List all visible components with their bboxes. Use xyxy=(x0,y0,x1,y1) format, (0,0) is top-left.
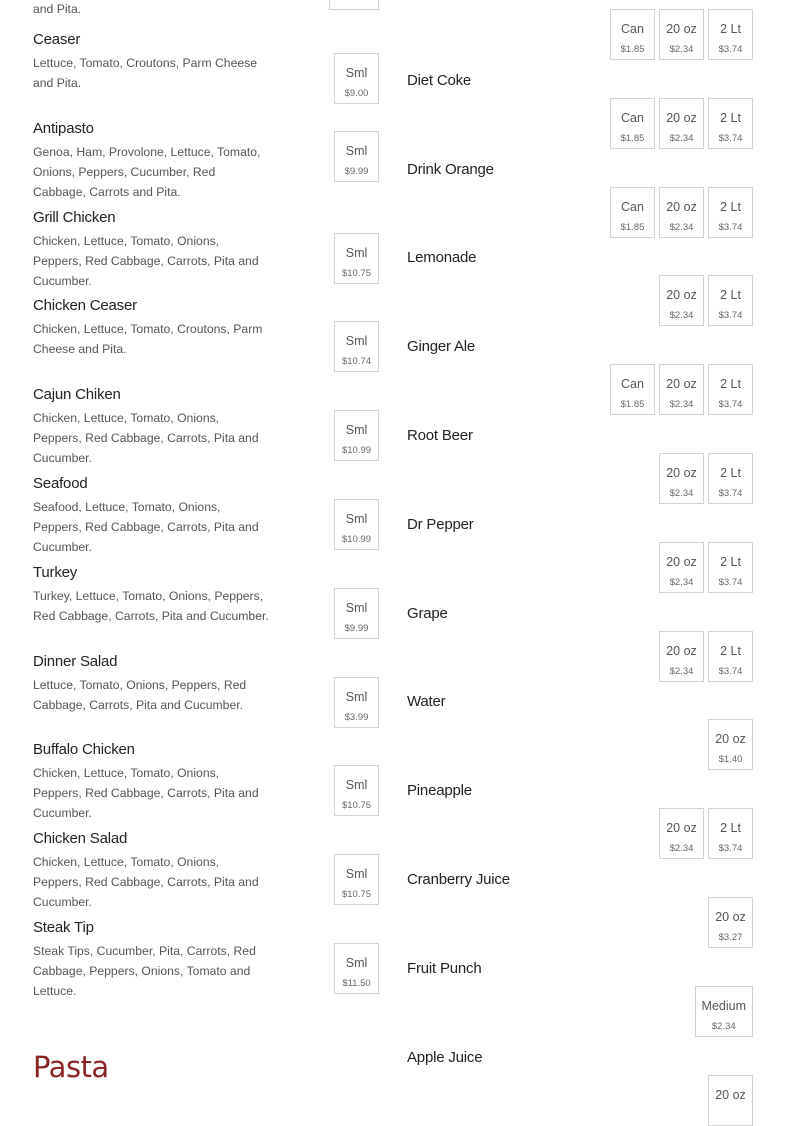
menu-item xyxy=(33,296,379,368)
drink-name: Ginger Ale xyxy=(407,338,476,356)
size-label: 2 Lt xyxy=(720,22,741,36)
size-label: 20 oz xyxy=(666,199,697,214)
price-options xyxy=(659,453,753,504)
size-label: 2 Lt xyxy=(720,110,741,125)
size-label: Can xyxy=(621,22,644,36)
price-option-button[interactable] xyxy=(659,631,704,682)
price-options xyxy=(334,410,379,461)
size-label: Sml xyxy=(345,66,368,80)
size-label: 20 oz xyxy=(666,554,697,569)
drink-item xyxy=(407,1048,753,1102)
price-option-button[interactable] xyxy=(610,98,655,149)
price-option-button[interactable] xyxy=(708,364,753,415)
price-label: $10.99 xyxy=(341,534,372,545)
size-label: 20 oz xyxy=(715,1087,746,1102)
price-option-button[interactable] xyxy=(334,765,379,816)
price-label: $2.34 xyxy=(669,399,694,411)
price-option-button[interactable] xyxy=(334,943,379,994)
size-label: 20 oz xyxy=(666,643,697,658)
price-label: $10.75 xyxy=(341,267,372,279)
item-description: Chicken, Lettuce, Tomato, Onions, Peppers, Red Cabbage, Carrots, Pita and Cucumber. xyxy=(33,233,259,288)
size-label: Sml xyxy=(345,867,368,882)
price-option-button[interactable] xyxy=(659,98,704,149)
item-name: Chicken Salad xyxy=(33,830,128,848)
price-options xyxy=(334,854,379,905)
price-options xyxy=(708,897,753,948)
price-label: $3.74 xyxy=(718,310,743,322)
price-label: $3.74 xyxy=(718,576,743,588)
size-label: Sml xyxy=(345,143,368,158)
size-label: 2 Lt xyxy=(720,377,741,392)
price-label: $2.34 xyxy=(669,310,694,322)
size-label: Sml xyxy=(345,778,368,793)
menu-item xyxy=(33,563,379,634)
price-label: $10.75 xyxy=(341,800,372,812)
price-option-button[interactable] xyxy=(334,131,379,182)
price-options xyxy=(334,943,379,994)
price-option-button[interactable] xyxy=(659,808,704,859)
size-label: 2 Lt xyxy=(720,288,741,303)
price-label: $11.50 xyxy=(342,978,371,989)
price-label: $9.99 xyxy=(344,165,369,177)
price-label: $1.40 xyxy=(718,754,743,766)
drink-item xyxy=(407,959,753,1032)
price-option-button[interactable] xyxy=(659,9,704,60)
menu-item xyxy=(33,474,379,557)
item-name: Grill Chicken xyxy=(33,208,116,226)
menu-item xyxy=(33,829,379,912)
item-name: Buffalo Chicken xyxy=(33,741,135,759)
menu-item xyxy=(33,740,379,823)
size-label: 2 Lt xyxy=(720,643,741,658)
price-options xyxy=(334,233,379,284)
price-box-partial[interactable] xyxy=(329,0,379,10)
price-label: $2.34 xyxy=(669,576,694,588)
size-label: Sml xyxy=(345,956,368,970)
item-name: Seafood xyxy=(33,475,88,492)
price-option-button[interactable] xyxy=(659,453,704,504)
price-option-button[interactable] xyxy=(659,542,704,593)
price-label: $2.34 xyxy=(669,843,694,855)
price-label: $10.74 xyxy=(341,356,372,368)
drink-name: Dr Pepper xyxy=(407,515,474,533)
price-label: $9.99 xyxy=(344,622,369,634)
price-options xyxy=(659,275,753,326)
price-option-button[interactable] xyxy=(610,187,655,238)
price-label: $1.85 xyxy=(620,399,645,411)
price-label: $3.74 xyxy=(718,488,743,499)
price-option-button[interactable] xyxy=(610,364,655,415)
drink-item xyxy=(407,71,753,144)
price-label: $3.74 xyxy=(718,665,743,677)
salad-column xyxy=(33,0,379,1102)
price-options xyxy=(334,131,379,182)
drinks-column xyxy=(407,0,753,1102)
size-label: 2 Lt xyxy=(720,821,741,836)
menu-item xyxy=(33,119,379,202)
price-label: $2.34 xyxy=(711,1020,736,1032)
size-label: 20 oz xyxy=(666,110,697,125)
menu-item xyxy=(33,652,379,723)
price-options xyxy=(334,765,379,816)
price-option-button[interactable] xyxy=(708,542,753,593)
menu-item xyxy=(33,30,379,99)
size-label: Sml xyxy=(345,245,368,260)
drink-name: Cranberry Juice xyxy=(407,871,510,888)
drink-name: Root Beer xyxy=(407,427,473,444)
size-label: Sml xyxy=(345,423,368,438)
drink-name: Fruit Punch xyxy=(407,959,482,977)
menu-item xyxy=(33,385,379,468)
drink-item xyxy=(407,426,753,499)
size-label: Medium xyxy=(701,998,746,1013)
drink-name xyxy=(407,0,753,2)
menu-item xyxy=(33,208,379,291)
drink-item xyxy=(407,870,753,943)
price-options xyxy=(610,9,753,60)
drink-item xyxy=(407,604,753,677)
drink-name: Grape xyxy=(407,604,448,622)
price-label: $2.34 xyxy=(669,44,694,55)
price-option-button[interactable] xyxy=(659,187,704,238)
item-description: Chicken, Lettuce, Tomato, Onions, Peppers, Red Cabbage, Carrots, Pita and Cucumber. xyxy=(33,411,259,466)
price-options xyxy=(334,53,379,104)
price-options xyxy=(334,588,379,639)
price-option-button[interactable] xyxy=(659,275,704,326)
size-label: 20 oz xyxy=(666,22,697,36)
price-options xyxy=(610,98,753,149)
item-name: Chicken Ceaser xyxy=(33,297,137,315)
drink-item xyxy=(407,515,753,588)
size-label: 20 oz xyxy=(715,910,746,924)
size-label: Sml xyxy=(345,689,368,704)
item-description: Genoa, Ham, Provolone, Lettuce, Tomato, Onions, Peppers, Cucumber, Red Cabbage, Carrots and Pita. xyxy=(33,144,261,199)
price-option-button[interactable] xyxy=(708,9,753,60)
size-label: 2 Lt xyxy=(720,554,741,569)
drink-item xyxy=(407,692,753,766)
item-name: Turkey xyxy=(33,563,78,581)
size-label: Can xyxy=(621,110,644,125)
price-option-button[interactable] xyxy=(334,499,379,550)
drink-item xyxy=(407,781,753,855)
price-option-button[interactable] xyxy=(708,1075,753,1126)
item-description: Seafood, Lettuce, Tomato, Onions, Peppers, Red Cabbage, Carrots, Pita and Cucumber. xyxy=(33,500,259,554)
size-label: 20 oz xyxy=(666,288,697,303)
price-option-button[interactable] xyxy=(708,98,753,149)
item-description: Lettuce, Tomato, Onions, Peppers, Red Cabbage, Carrots, Pita and Cucumber. xyxy=(33,677,247,712)
price-label: $9.00 xyxy=(344,88,369,99)
item-description: Steak Tips, Cucumber, Pita, Carrots, Red Cabbage, Peppers, Onions, Tomato and Lettuce. xyxy=(33,944,256,998)
size-label: 20 oz xyxy=(666,466,697,480)
price-options xyxy=(695,986,753,1037)
drink-name: Diet Coke xyxy=(407,71,472,89)
price-option-button[interactable] xyxy=(708,631,753,682)
size-label: 20 oz xyxy=(666,377,697,392)
price-label: $10.75 xyxy=(341,889,372,901)
item-name: Cajun Chiken xyxy=(33,386,121,404)
price-label: $1.85 xyxy=(620,44,645,55)
price-options xyxy=(659,808,753,859)
size-label: Can xyxy=(621,377,644,392)
price-option-button[interactable] xyxy=(334,233,379,284)
price-label: $3.27 xyxy=(718,932,743,943)
drink-item xyxy=(407,337,753,411)
size-label: 2 Lt xyxy=(720,199,741,214)
item-name: Dinner Salad xyxy=(33,652,118,670)
size-label: 2 Lt xyxy=(720,466,741,480)
price-option-button[interactable] xyxy=(334,677,379,728)
price-label: $3.74 xyxy=(718,44,743,55)
item-description: Chicken, Lettuce, Tomato, Onions, Peppers, Red Cabbage, Carrots, Pita and Cucumber. xyxy=(33,855,259,910)
price-label: $3.74 xyxy=(718,221,743,233)
drink-name: Apple Juice xyxy=(407,1048,483,1066)
price-options xyxy=(610,364,753,415)
price-label: $2.34 xyxy=(669,488,694,499)
item-description: Lettuce, Tomato, Croutons, Parm Cheese and Pita. xyxy=(33,56,258,90)
price-option-button[interactable] xyxy=(708,808,753,859)
size-label: Sml xyxy=(345,334,368,349)
price-option-button[interactable] xyxy=(708,453,753,504)
item-name: Antipasto xyxy=(33,119,94,137)
price-options xyxy=(334,677,379,728)
price-label: $3.74 xyxy=(718,399,743,411)
price-label: $2.34 xyxy=(669,665,694,677)
price-label: $2.34 xyxy=(669,221,694,233)
item-description: Chicken, Lettuce, Tomato, Onions, Peppers, Red Cabbage, Carrots, Pita and Cucumber. xyxy=(33,766,259,821)
drink-name: Drink Orange xyxy=(407,160,494,178)
price-option-button[interactable] xyxy=(334,588,379,639)
item-name: Ceaser xyxy=(33,31,81,48)
size-label: 20 oz xyxy=(666,821,697,836)
size-label: 20 oz xyxy=(715,732,746,747)
price-options xyxy=(610,187,753,238)
price-options xyxy=(334,321,379,372)
price-option-button[interactable] xyxy=(610,9,655,60)
drink-name: Pineapple xyxy=(407,782,472,800)
price-options xyxy=(334,499,379,550)
price-options xyxy=(708,1075,753,1126)
drink-item xyxy=(407,0,753,55)
size-label: Sml xyxy=(345,512,368,526)
price-label: $10.99 xyxy=(341,445,372,457)
drink-name: Water xyxy=(407,693,446,711)
price-option-button[interactable] xyxy=(334,321,379,372)
price-label: $1.85 xyxy=(620,132,645,144)
size-label: Sml xyxy=(345,600,368,615)
price-option-button[interactable] xyxy=(659,364,704,415)
price-options xyxy=(708,719,753,770)
item-name: Steak Tip xyxy=(33,919,94,936)
price-options xyxy=(659,542,753,593)
price-label: $2.34 xyxy=(669,132,694,144)
drink-item xyxy=(407,248,753,322)
price-option-button[interactable] xyxy=(708,719,753,770)
price-option-button[interactable] xyxy=(334,854,379,905)
price-label: $3.74 xyxy=(718,132,743,144)
price-label: $1.85 xyxy=(620,221,645,233)
price-options xyxy=(659,631,753,682)
partial-description: and Pita. xyxy=(33,2,82,16)
section-title-pasta: Pasta xyxy=(33,1050,109,1084)
item-description: Chicken, Lettuce, Tomato, Croutons, Parm Cheese and Pita. xyxy=(33,322,263,357)
size-label: Can xyxy=(621,199,644,214)
price-option-button[interactable] xyxy=(334,53,379,104)
price-label: $3.74 xyxy=(718,843,743,855)
price-option-button[interactable] xyxy=(708,897,753,948)
price-option-button[interactable] xyxy=(334,410,379,461)
price-label: $3.99 xyxy=(344,711,369,723)
price-option-button[interactable] xyxy=(695,986,753,1037)
item-description: Turkey, Lettuce, Tomato, Onions, Peppers, Red Cabbage, Carrots, Pita and Cucumber. xyxy=(33,588,269,623)
price-option-button[interactable] xyxy=(708,275,753,326)
drink-name: Lemonade xyxy=(407,249,477,267)
drink-item xyxy=(407,160,753,233)
menu-item xyxy=(33,918,379,1001)
price-option-button[interactable] xyxy=(708,187,753,238)
